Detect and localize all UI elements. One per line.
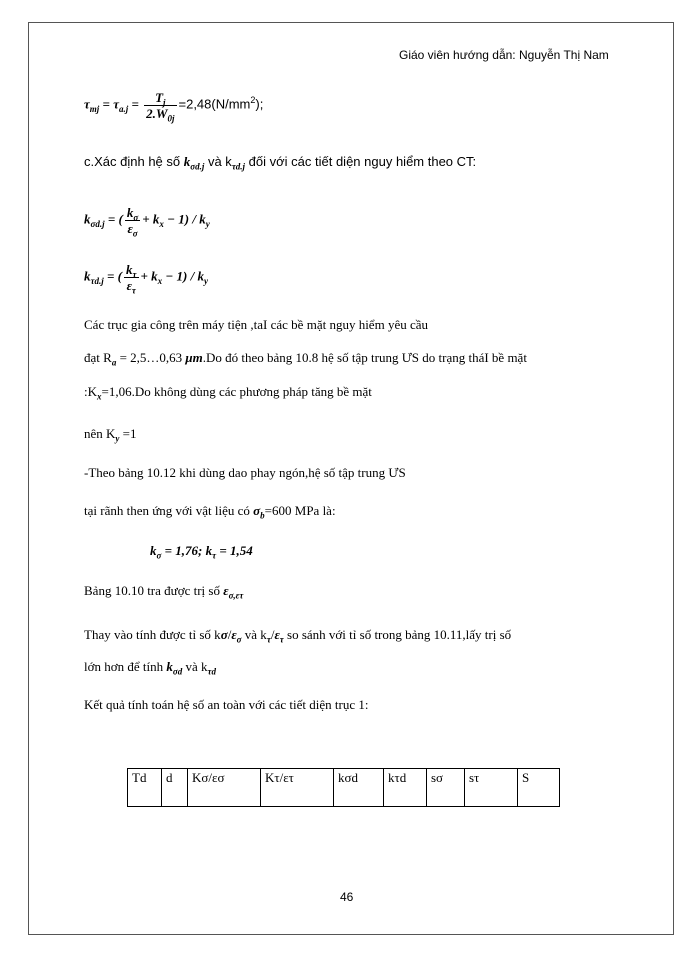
table-header-cell: kτd [384,769,427,807]
fraction-numerator: $T_j$ [144,90,176,106]
formula-mid: = τ [102,96,119,112]
table-header-cell: S [518,769,560,807]
table-header-cell: Kσ/εσ [188,769,261,807]
formula-value-end: ); [255,96,264,112]
text-line-9: Thay vào tính được tỉ số $k\sigma/\varepsilon_\sigma$ và $k_\tau/\varepsilon_\tau$ so sánh với tỉ số trong bảng 10.11,lấy trị số [84,627,512,645]
formula-value-sup: 2 [250,95,256,106]
formula-k-sigma: $k_{\sigma d.j}$ = ( $\frac{k_\sigma}{\varepsilon_\sigma}$ + $k_x - 1) / k_y$ [84,205,210,239]
text-line-6: tại rãnh then ứng với vật liệu có $\sigma_b=600$ MPa là: [84,503,336,521]
text-line-4: nên $K_y =1$ [84,426,137,444]
text-line-2: đạt $R_a$ = 2,5…0,63 μm.Do đó theo bảng 10.8 hệ số tập trung ƯS do trạng tháI bề mặt [84,350,527,368]
formula-lhs-sub: mj [89,104,100,115]
table-header-row [128,769,560,807]
paragraph-c: c.Xác định hệ số $k_{\sigma d.j}$ và $k_{\tau d.j}$ đối với các tiết diện nguy hiểm theo CT: [84,154,477,172]
text-line-7: $k_\sigma = 1,76$; $k_\tau = 1,54$ [150,543,253,561]
text-line-8: Bảng 10.10 tra được trị số $\varepsilon_{\sigma,\varepsilon\tau}$ [84,583,244,601]
table-header-cell: d [162,769,188,807]
header-instructor: Giáo viên hướng dẫn: Nguyễn Thị Nam [399,48,609,62]
text-line-3: $:K_x=1,06.Do$ không dùng các phương pháp tăng bề mặt [84,384,372,402]
text-line-5: -Theo bảng 10.12 khi dùng dao phay ngón,hệ số tập trung ƯS [84,465,406,480]
formula-mid-sub: a.j [118,104,129,115]
text-line-1: Các trục gia công trên máy tiện ,taI các bề mặt nguy hiểm yêu cầu [84,317,428,332]
table-header-cell: Td [128,769,162,807]
formula-eq: = [131,96,139,112]
table-header-cell: Kτ/ετ [261,769,334,807]
text-line-10: lớn hơn để tính $k_{\sigma d}$ và $k_{\tau d}$ [84,659,216,677]
table-header-cell: kσd [334,769,384,807]
formula-tau-mj [84,90,264,124]
formula-lhs: τ [84,96,90,112]
formula-fraction [144,90,176,124]
results-table [127,768,560,807]
formula-value: =2,48(N/mm [178,96,251,112]
page-number: 46 [340,890,354,904]
text-line-11: Kết quả tính toán hệ số an toàn với các tiết diện trục 1: [84,697,369,712]
table-header-cell: sσ [427,769,465,807]
formula-k-tau: $k_{\tau d.j}$ = ( $\frac{k_\tau}{\varepsilon_\tau}$ + $k_x - 1) / k_y$ [84,262,208,296]
fraction-denominator: $2.W_{0j}$ [146,106,175,124]
table-header-cell: sτ [465,769,518,807]
